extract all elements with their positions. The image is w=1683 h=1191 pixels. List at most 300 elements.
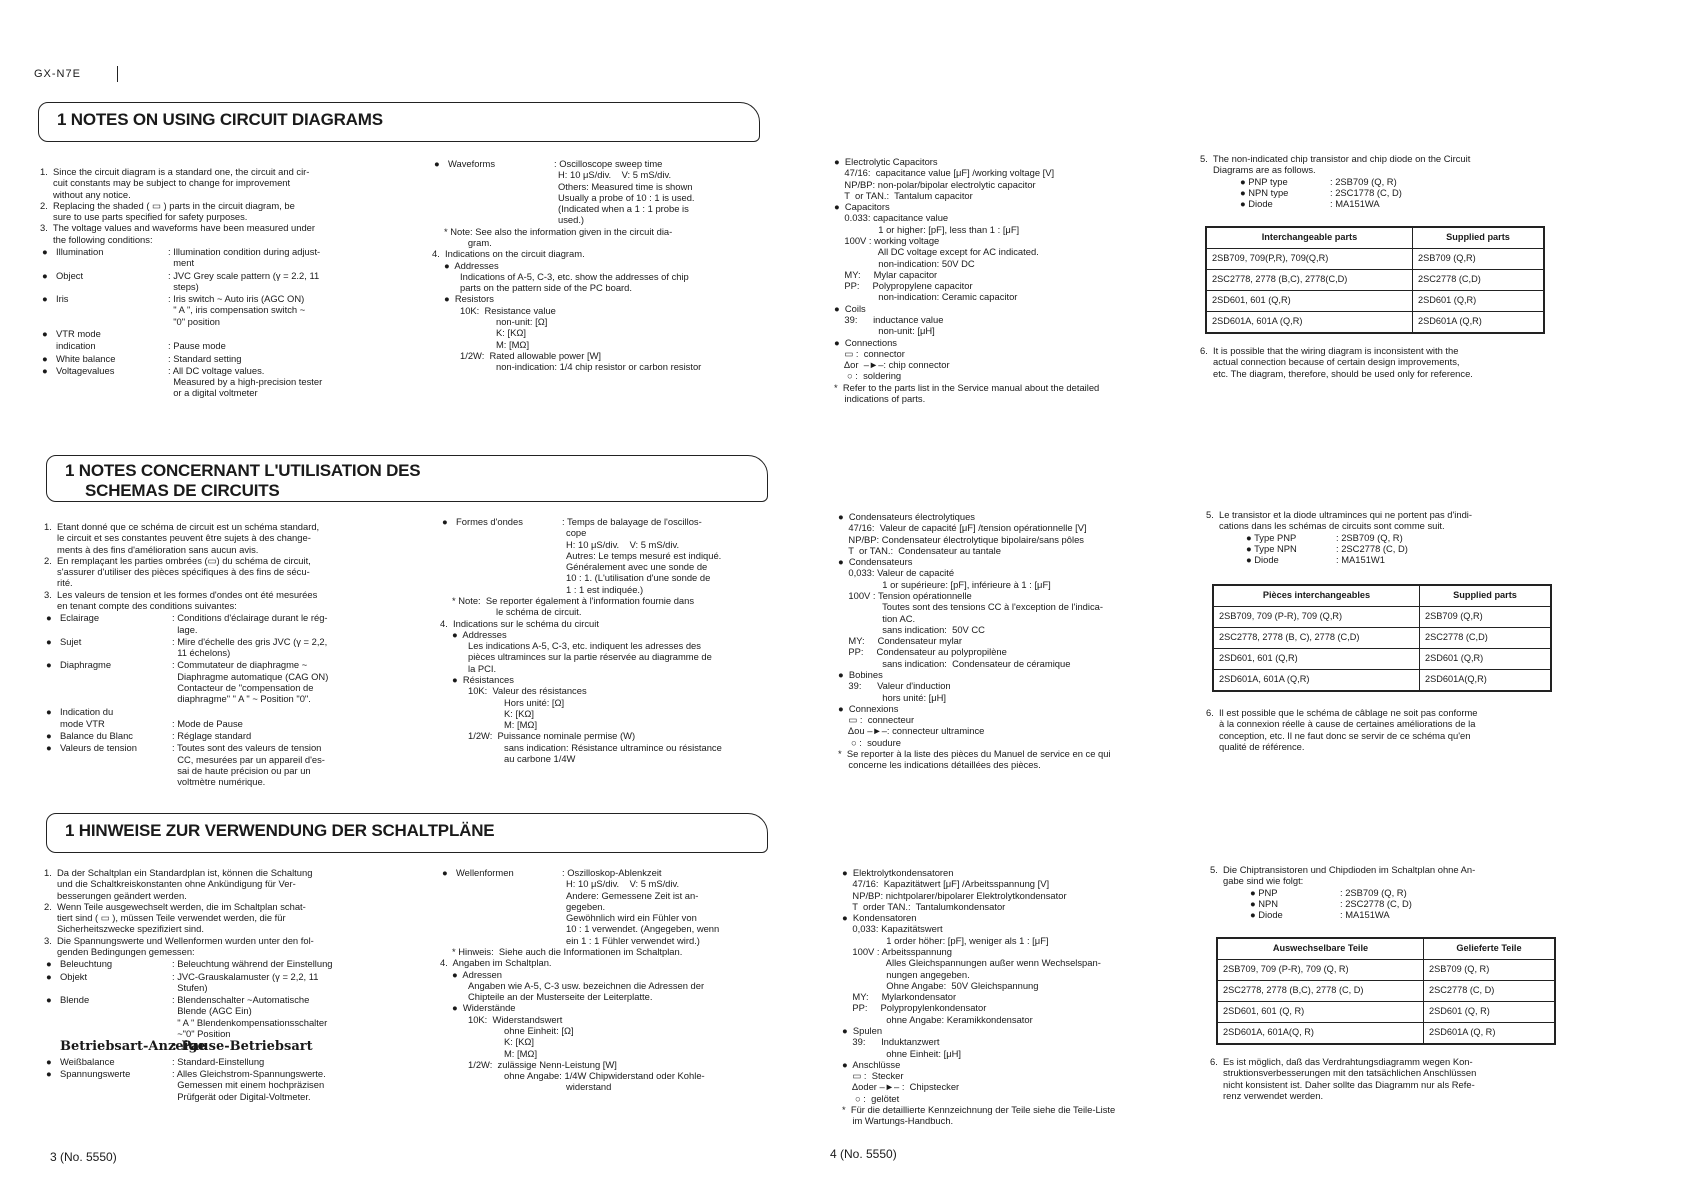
bullet: ●: [46, 742, 52, 754]
text-line: ments à des fins d'amélioration sans aucun avis.: [44, 543, 259, 555]
condition-cont: " A ", iris compensation switch ~: [168, 304, 306, 316]
bullet: ●: [46, 612, 52, 624]
text-line: ● Electrolytic Capacitors: [834, 156, 938, 167]
en-col2: [432, 158, 772, 372]
condition-cont: Stufen): [172, 981, 208, 993]
text-line: All DC voltage except for AC indicated.: [834, 246, 1039, 258]
condition-cont: ment: [168, 257, 195, 269]
en-col1: [40, 166, 380, 399]
text-line: 3. The voltage values and waveforms have been measured under: [40, 222, 315, 234]
text-line: 5. Le transistor et la diode ultraminces qui ne portent pas d'indi-: [1206, 509, 1473, 520]
table-row: [1213, 628, 1551, 649]
condition-row: [40, 340, 380, 351]
text-line: Toutes sont des tensions CC à l'exception de l'indica-: [838, 601, 1103, 613]
bullet: ●: [46, 659, 52, 671]
col2-line: pièces ultraminces sur la partie réservée au diagramme de: [468, 651, 712, 663]
condition-cont: Gemessen mit einem hochpräzisen: [172, 1079, 325, 1091]
text-line: without any notice.: [40, 188, 131, 200]
condition-value: : Commutateur de diaphragme ~: [172, 659, 308, 671]
col2-line: M: [MΩ]: [496, 338, 530, 350]
col2-line: gram.: [460, 236, 492, 248]
condition-row: [44, 971, 389, 982]
de-types: [1210, 887, 1570, 921]
text-line: indications of parts.: [834, 392, 926, 404]
table-header-cell: Pièces interchangeables: [1213, 585, 1420, 607]
col2-line: ● Widerstände: [452, 1002, 516, 1014]
type-value: : 2SB709 (Q, R): [1336, 531, 1403, 543]
de-col3: [842, 867, 1182, 1126]
condition-cont: Prüfgerät oder Digital-Voltmeter.: [172, 1090, 311, 1102]
fr-col4: [1206, 509, 1566, 565]
text-line: 47/16: Kapazitätwert [μF] /Arbeitsspannung [V]: [842, 878, 1050, 890]
table-cell: 2SD601A (Q,R): [1413, 312, 1545, 334]
waveform-label: Formes d'ondes: [456, 516, 523, 527]
text-line: 6. Es ist möglich, daß das Verdrahtungsdiagramm wegen Kon-: [1210, 1056, 1473, 1067]
col2-line: Généralement avec une sonde de: [566, 561, 708, 573]
de-note6: [1210, 1056, 1570, 1101]
table-cell: 2SD601A (Q, R): [1424, 1023, 1556, 1045]
table-row: [1217, 981, 1555, 1002]
col2-line: 10K: Valeur des résistances: [468, 685, 587, 697]
condition-label: Valeurs de tension: [60, 742, 137, 754]
condition-value: : Mode de Pause: [172, 717, 243, 729]
type-row: [1250, 909, 1570, 920]
col2-line: parts on the pattern side of the PC board.: [460, 282, 632, 294]
header-box-en: [38, 102, 760, 142]
text-line: cations dans les schémas de circuits sont comme suit.: [1206, 520, 1445, 532]
de-col3-text: [842, 867, 1182, 1126]
condition-value: : JVC-Grauskalamuster (γ = 2,2, 11: [172, 970, 319, 982]
col2-line: ● Résistances: [452, 673, 514, 685]
col2-line: * Note: Se reporter également à l'information fournie dans: [452, 594, 695, 606]
table-cell: 2SD601, 601 (Q,R): [1213, 649, 1420, 670]
text-line: Alles Gleichspannungen außer wenn Wechselspan-: [842, 957, 1101, 969]
type-row: [1246, 532, 1566, 543]
en-col4: [1200, 153, 1560, 209]
type-label: ● Diode: [1246, 554, 1279, 566]
condition-label: White balance: [56, 352, 116, 364]
type-value: : MA151W1: [1336, 554, 1385, 566]
col2-line: 10 : 1. (L'utilisation d'une sonde de: [566, 572, 711, 584]
col2-line: Gewöhnlich wird ein Fühler von: [566, 912, 697, 924]
table-cell: 2SD601, 601 (Q,R): [1206, 291, 1413, 312]
text-line: 1 order höher: [pF], weniger als 1 : [μF]: [842, 934, 1049, 946]
col2-line: used.): [558, 214, 585, 226]
text-line: 1. Etant donné que ce schéma de circuit est un schéma standard,: [44, 521, 320, 532]
col2-line: 1 : 1 est indiquée.): [566, 583, 644, 595]
text-line: NP/BP: non-polar/bipolar electrolytic capacitor: [834, 178, 1036, 190]
condition-value: : Standard setting: [168, 352, 242, 364]
page-number-left: 3 (No. 5550): [50, 1150, 117, 1164]
condition-cont: Measured by a high-precision tester: [168, 376, 323, 388]
condition-value: : Standard-Einstellung: [172, 1055, 265, 1067]
bullet: ●: [46, 635, 52, 647]
bullet: ●: [46, 705, 52, 717]
section-title-de: 1 HINWEISE ZUR VERWENDUNG DER SCHALTPLÄNE: [65, 821, 495, 840]
text-line: PP: Condensateur au polypropilène: [838, 646, 1007, 658]
de-col4: [1210, 864, 1570, 920]
table-header-cell: Supplied parts: [1420, 585, 1552, 607]
text-line: 6. Il est possible que le schéma de câblage ne soit pas conforme: [1206, 707, 1478, 718]
en-col2-text: [432, 158, 772, 372]
type-value: : MA151WA: [1340, 909, 1390, 921]
condition-label: mode VTR: [60, 717, 105, 729]
bullet: ●: [46, 1055, 52, 1067]
type-label: ● Type PNP: [1246, 531, 1297, 543]
condition-cont: CC, mesurées par un appareil d'es-: [172, 753, 325, 765]
col2-line: au carbone 1/4W: [504, 752, 576, 764]
section-title-fr-line2: SCHEMAS DE CIRCUITS: [85, 481, 280, 500]
text-line: im Wartungs-Handbuch.: [842, 1115, 954, 1127]
type-value: : 2SB709 (Q, R): [1330, 175, 1397, 187]
bullet: ●: [46, 1068, 52, 1080]
text-line: le circuit et ses constantes peuvent être sujets à des change-: [44, 532, 311, 544]
text-line: ● Condensateurs électrolytiques: [838, 511, 975, 522]
text-line: ● Elektrolytkondensatoren: [842, 867, 954, 878]
de-gothic-value: : Pause-Betriebsart: [172, 1039, 313, 1055]
en-parts-table: [1205, 226, 1545, 334]
table-header-row: [1217, 938, 1555, 960]
en-types: [1200, 176, 1560, 210]
text-line: 47/16: capacitance value [μF] /working voltage [V]: [834, 167, 1055, 179]
text-line: ○ : soudure: [838, 736, 901, 748]
text-line: sans indication: 50V CC: [838, 623, 985, 635]
text-line: ohne Einheit: [μH]: [842, 1047, 961, 1059]
text-line: MY: Condensateur mylar: [838, 635, 963, 647]
type-label: ● NPN type: [1240, 186, 1289, 198]
col2-line: Others: Measured time is shown: [558, 180, 693, 192]
type-label: ● PNP: [1250, 886, 1278, 898]
condition-row: [40, 293, 380, 304]
type-label: ● NPN: [1250, 897, 1279, 909]
de-conditions: [44, 958, 389, 1039]
col2-line: [432, 158, 772, 169]
text-line: rité.: [44, 577, 73, 589]
text-line: genden Bedingungen gemessen:: [44, 945, 195, 957]
de-conditions2: [44, 1056, 389, 1102]
condition-cont: Diaphragme automatique (CAG ON): [172, 670, 329, 682]
table-cell: 2SC2778 (C,D): [1413, 270, 1545, 291]
text-line: Sicherheitszwecke spezifiziert sind.: [44, 923, 204, 935]
text-line: sans indication: Condensateur de céramique: [838, 657, 1071, 669]
condition-cont: steps): [168, 280, 199, 292]
condition-row: [44, 730, 389, 741]
type-value: : 2SC2778 (C, D): [1340, 897, 1412, 909]
waveform-label: Wellenformen: [456, 867, 514, 878]
col2-line: la PCI.: [468, 662, 497, 674]
text-line: ▭ : connector: [834, 347, 905, 359]
condition-label: Objekt: [60, 970, 88, 982]
fr-note6-text: [1206, 707, 1566, 752]
text-line: 100V : Tension opérationnelle: [838, 589, 972, 601]
condition-cont: ~"0" Position: [172, 1027, 231, 1039]
text-line: à la connexion réelle à cause de certaines améliorations de la: [1206, 718, 1476, 730]
col2-line: le schéma de circuit.: [496, 606, 582, 618]
condition-label: Diaphragme: [60, 659, 112, 671]
type-value: : MA151WA: [1330, 198, 1380, 210]
col2-line: Les indications A-5, C-3, etc. indiquent les adresses des: [468, 640, 701, 652]
bullet: ●: [442, 516, 448, 527]
col2-line: 1/2W: Puissance nominale permise (W): [468, 730, 636, 742]
col2-line: ohne Angabe: 1/4W Chipwiderstand oder Kohle-: [504, 1070, 705, 1082]
text-line: 1 or supérieure: [pF], inférieure à 1 : [μF]: [838, 578, 1051, 590]
bullet: ●: [46, 958, 52, 970]
text-line: 47/16: Valeur de capacité [μF] /tension opérationnelle [V]: [838, 522, 1087, 534]
col2-line: ohne Einheit: [Ω]: [504, 1024, 574, 1036]
fr-col3-text: [838, 511, 1178, 770]
type-row: [1240, 198, 1560, 209]
condition-label: Illumination: [56, 245, 104, 257]
table-cell: 2SD601 (Q,R): [1420, 649, 1552, 670]
col2-line: 10K: Resistance value: [460, 304, 556, 316]
text-line: 100V : Arbeitsspannung: [842, 945, 952, 957]
condition-value: : Réglage standard: [172, 730, 252, 742]
text-line: MY: Mylar capacitor: [834, 268, 938, 280]
type-label: ● Type NPN: [1246, 542, 1297, 554]
condition-label: Weißbalance: [60, 1055, 115, 1067]
col2-line: Indications of A-5, C-3, etc. show the addresses of chip: [460, 270, 689, 282]
col2-line: ● Resistors: [444, 293, 494, 305]
waveform-value: : Oscilloscope sweep time: [554, 158, 663, 169]
text-line: struktionsverbesserungen mit den tatsächlichen Anschlüssen: [1210, 1067, 1477, 1079]
type-row: [1240, 187, 1560, 198]
text-line: Ohne Angabe: 50V Gleichspannung: [842, 979, 1039, 991]
table-row: [1206, 270, 1544, 291]
condition-value: : Pause mode: [168, 340, 226, 352]
condition-label: Spannungswerte: [60, 1068, 131, 1080]
condition-value: : Conditions d'éclairage durant le rég-: [172, 612, 328, 624]
condition-cont: voltmètre numérique.: [172, 776, 266, 788]
en-note6-text: [1200, 345, 1560, 379]
table-row: [1206, 249, 1544, 270]
condition-row: [44, 958, 389, 969]
text-line: sure to use parts specified for safety purposes.: [40, 211, 248, 223]
bullet: ●: [42, 269, 48, 281]
fr-col2-text: [440, 516, 780, 764]
text-line: 2. En remplaçant les parties ombrées (▭) du schéma de circuit,: [44, 554, 311, 566]
text-line: ● Connections: [834, 336, 897, 348]
col2-line: (Indicated when a 1 : 1 probe is: [558, 203, 689, 215]
col2-line: K: [KΩ]: [504, 707, 534, 719]
col2-line: M: [MΩ]: [504, 1047, 538, 1059]
text-line: ● Condensateurs: [838, 556, 913, 568]
type-label: ● PNP type: [1240, 175, 1288, 187]
bullet: ●: [46, 730, 52, 742]
text-line: * Se reporter à la liste des pièces du Manuel de service en ce qui: [838, 747, 1111, 759]
bullet: ●: [46, 994, 52, 1006]
text-line: besserungen geändert werden.: [44, 889, 187, 901]
table-row: [1213, 607, 1551, 628]
text-line: cuit constants may be subject to change for improvement: [40, 177, 291, 189]
text-line: 1. Da der Schaltplan ein Standardplan ist, können die Schaltung: [44, 867, 313, 878]
condition-cont: "0" position: [168, 315, 220, 327]
text-line: Δor –►–: chip connector: [834, 359, 950, 371]
table-header-cell: Gelieferte Teile: [1424, 938, 1556, 960]
text-line: the following conditions:: [40, 233, 153, 245]
table-row: [1217, 960, 1555, 981]
type-value: : 2SC1778 (C, D): [1330, 186, 1402, 198]
text-line: und die Schaltkreiskonstanten ohne Ankündigung für Ver-: [44, 878, 296, 890]
text-line: 3. Les valeurs de tension et les formes d'ondes ont été mesurées: [44, 588, 318, 600]
table-row: [1217, 1023, 1555, 1045]
table-row: [1206, 291, 1544, 312]
condition-label: Indication du: [60, 705, 114, 717]
en-col4-text: [1200, 153, 1560, 176]
condition-row: [40, 270, 380, 281]
condition-row: [40, 365, 380, 376]
text-line: en tenant compte des conditions suivantes:: [44, 599, 237, 611]
condition-value: : JVC Grey scale pattern (γ = 2.2, 11: [168, 269, 320, 281]
condition-row: [44, 994, 389, 1005]
type-label: ● Diode: [1240, 198, 1273, 210]
col2-line: [440, 867, 780, 878]
de-note6-text: [1210, 1056, 1570, 1101]
condition-value: : Illumination condition during adjust-: [168, 245, 321, 257]
text-line: ● Coils: [834, 302, 866, 314]
condition-label: Sujet: [60, 635, 82, 647]
text-line: non-unit: [μH]: [834, 325, 935, 337]
col2-line: H: 10 μS/div. V: 5 mS/div.: [566, 538, 680, 550]
col2-line: non-unit: [Ω]: [496, 315, 548, 327]
col2-line: 1/2W: zulässige Nenn-Leistung [W]: [468, 1058, 617, 1070]
text-line: hors unité: [μH]: [838, 691, 947, 703]
col2-line: K: [KΩ]: [504, 1036, 534, 1048]
condition-row: [44, 718, 389, 729]
text-line: renz verwendet werden.: [1210, 1089, 1324, 1101]
condition-label: indication: [56, 340, 96, 352]
text-line: 6. It is possible that the wiring diagram is inconsistent with the: [1200, 345, 1459, 356]
col2-line: Andere: Gemessene Zeit ist an-: [566, 889, 699, 901]
bullet: ●: [42, 245, 48, 257]
text-line: Δou –►–: connecteur ultramince: [838, 725, 985, 737]
de-col4-text: [1210, 864, 1570, 887]
table-cell: 2SD601 (Q,R): [1413, 291, 1545, 312]
table-cell: 2SC2778 (C, D): [1424, 981, 1556, 1002]
condition-value: : Toutes sont des valeurs de tension: [172, 742, 322, 754]
text-line: NP/BP: Condensateur électrolytique bipolaire/sans pôles: [838, 533, 1084, 545]
col2-line: K: [KΩ]: [496, 327, 526, 339]
text-line: non-indication: 50V DC: [834, 257, 975, 269]
col2-line: sans indication: Résistance ultramince ou résistance: [504, 741, 722, 753]
text-line: T or TAN.: Tantalum capacitor: [834, 189, 973, 201]
col2-line: Usually a probe of 10 : 1 is used.: [558, 191, 695, 203]
bullet: ●: [42, 364, 48, 376]
col2-line: 4. Indications on the circuit diagram.: [432, 248, 585, 260]
table-cell: 2SB709 (Q,R): [1420, 607, 1552, 628]
text-line: qualité de référence.: [1206, 740, 1305, 752]
fr-conditions: [44, 612, 389, 787]
text-line: T order TAN.: Tantalumkondensator: [842, 900, 1006, 912]
condition-cont: Blende (AGC Ein): [172, 1005, 252, 1017]
text-line: tion AC.: [838, 612, 916, 624]
de-parts-table: [1216, 937, 1556, 1045]
text-line: 39: Valeur d'induction: [838, 680, 951, 692]
condition-cont: " A " Blendenkompensationsschalter: [172, 1016, 328, 1028]
table-cell: 2SC2778 (C,D): [1420, 628, 1552, 649]
text-line: ● Anschlüsse: [842, 1058, 901, 1070]
condition-row: [40, 246, 380, 257]
text-line: nungen angegeben.: [842, 968, 970, 980]
col2-line: 10K: Widerstandswert: [468, 1013, 563, 1025]
bullet: ●: [442, 867, 448, 878]
text-line: 5. The non-indicated chip transistor and chip diode on the Circuit: [1200, 153, 1471, 164]
col2-line: cope: [566, 527, 587, 539]
fr-col4-text: [1206, 509, 1566, 532]
col2-line: M: [MΩ]: [504, 719, 538, 731]
table-cell: 2SB709, 709(P,R), 709(Q,R): [1206, 249, 1413, 270]
condition-label: Iris: [56, 293, 69, 305]
col2-line: ● Addresses: [444, 259, 499, 271]
text-line: MY: Mylarkondensator: [842, 991, 957, 1003]
text-line: 100V : working voltage: [834, 234, 940, 246]
condition-row: [44, 636, 389, 647]
table-header-cell: Supplied parts: [1413, 227, 1545, 249]
type-row: [1246, 554, 1566, 565]
condition-label: Beleuchtung: [60, 958, 113, 970]
de-gothic-row: [44, 1039, 389, 1055]
text-line: ● Kondensatoren: [842, 912, 917, 924]
condition-label: Eclairage: [60, 612, 100, 624]
condition-value: : Mire d'échelle des gris JVC (γ = 2,2,: [172, 635, 328, 647]
en-col3-text: [834, 156, 1174, 404]
condition-cont: sai de haute précision ou par un: [172, 764, 311, 776]
header-box-fr: [46, 455, 768, 502]
condition-cont: lage.: [172, 623, 198, 635]
text-line: * Für die detaillierte Kennzeichnung der Teile siehe die Teile-Liste: [842, 1103, 1116, 1115]
condition-row: [44, 612, 389, 623]
condition-value: : Blendenschalter ~Automatische: [172, 994, 310, 1006]
text-line: ● Connexions: [838, 702, 899, 714]
table-row: [1213, 649, 1551, 670]
text-line: NP/BP: nichtpolarer/bipolarer Elektrolytkondensator: [842, 889, 1067, 901]
fr-col2: [440, 516, 780, 764]
table-row: [1213, 670, 1551, 692]
condition-label: Balance du Blanc: [60, 730, 133, 742]
col2-line: H: 10 μS/div. V: 5 mS/div.: [566, 878, 680, 890]
col2-line: 4. Indications sur le schéma du circuit: [440, 617, 599, 629]
fr-col1: [44, 521, 389, 787]
col2-line: non-indication: 1/4 chip resistor or carbon resistor: [496, 361, 702, 373]
table-cell: 2SB709 (Q, R): [1424, 960, 1556, 981]
col2-line: * Note: See also the information given in the circuit dia-: [444, 225, 673, 237]
table-cell: 2SD601, 601 (Q, R): [1217, 1002, 1424, 1023]
section-title-en: 1 NOTES ON USING CIRCUIT DIAGRAMS: [57, 110, 383, 129]
fr-col3: [838, 511, 1178, 770]
bullet: ●: [42, 293, 48, 305]
text-line: 39: inductance value: [834, 313, 944, 325]
table-header-cell: Auswechselbare Teile: [1217, 938, 1424, 960]
text-line: 3. Die Spannungswerte und Wellenformen wurden unter den fol-: [44, 934, 314, 946]
table-cell: 2SD601 (Q, R): [1424, 1002, 1556, 1023]
condition-row: [44, 1068, 389, 1079]
type-label: ● Diode: [1250, 909, 1283, 921]
text-line: 1 or higher: [pF], less than 1 : [μF]: [834, 223, 1020, 235]
bullet: ●: [46, 970, 52, 982]
text-line: 1. Since the circuit diagram is a standard one, the circuit and cir-: [40, 166, 310, 177]
text-line: non-indication: Ceramic capacitor: [834, 291, 1018, 303]
text-line: ● Capacitors: [834, 201, 890, 213]
col2-line: ● Adressen: [452, 968, 502, 980]
type-row: [1240, 176, 1560, 187]
table-header-row: [1213, 585, 1551, 607]
col2-line: H: 10 μS/div. V: 5 mS/div.: [558, 169, 672, 181]
text-line: 0.033: capacitance value: [834, 212, 949, 224]
col2-line: ● Addresses: [452, 628, 507, 640]
table-cell: 2SD601A, 601A (Q,R): [1206, 312, 1413, 334]
condition-value: : Beleuchtung während der Einstellung: [172, 958, 333, 970]
col2-line: widerstand: [566, 1081, 612, 1093]
type-value: : 2SB709 (Q, R): [1340, 886, 1407, 898]
